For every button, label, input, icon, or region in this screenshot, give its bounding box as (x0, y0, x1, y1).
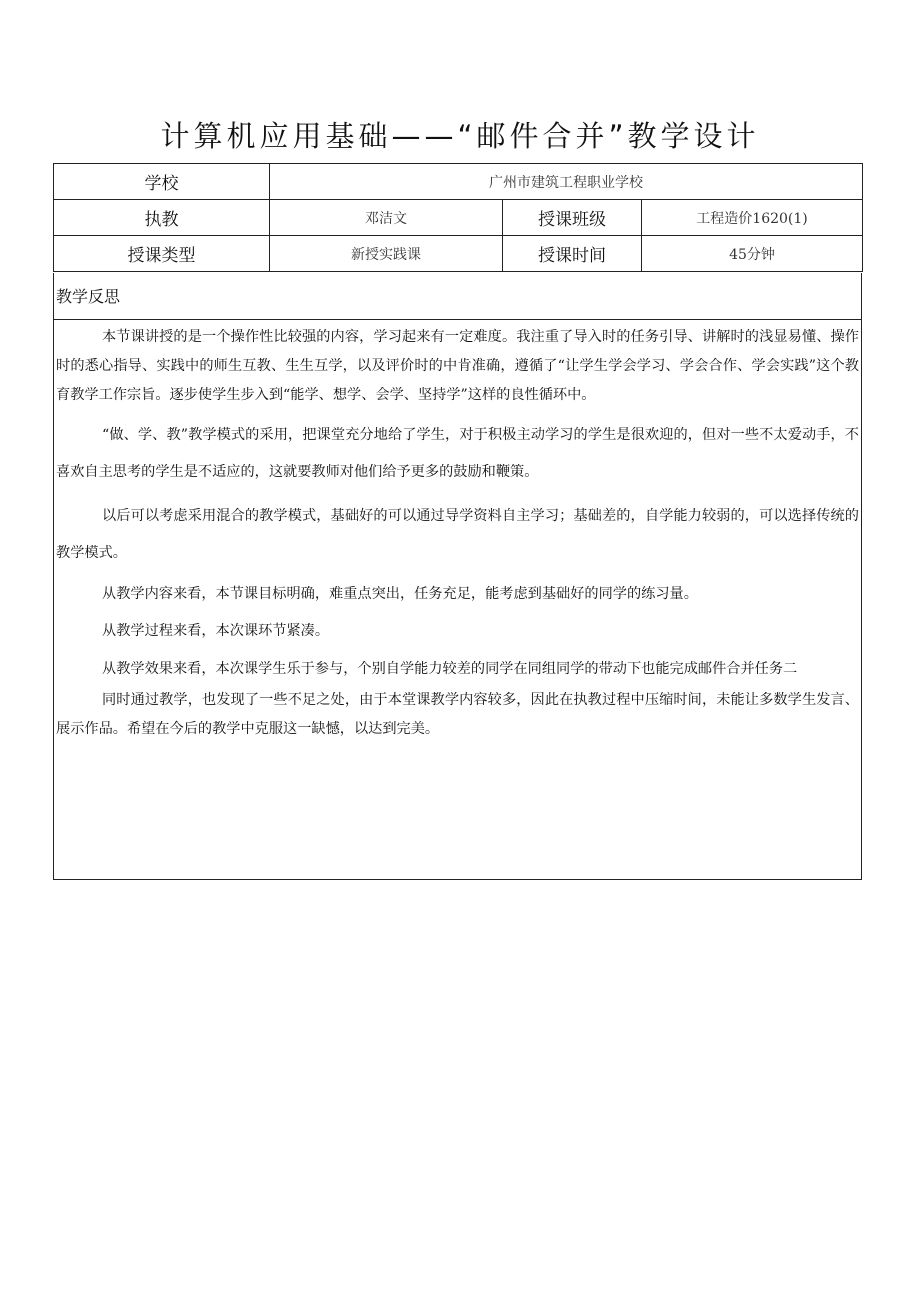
lesson-info-table (53, 163, 863, 272)
reflection-paragraph: 以后可以考虑采用混合的教学模式，基础好的可以通过导学资料自主学习；基础差的，自学能力较弱的，可以选择传统的教学模式。 (56, 508, 859, 561)
reflection-paragraph: “做、学、教”教学模式的采用，把课堂充分地给了学生，对于积极主动学习的学生是很欢迎的，但对一些不太爱动手，不喜欢自主思考的学生是不适应的，这就要教师对他们给予更多的鼓励和鞭策。 (56, 427, 859, 480)
document-title: 计算机应用基础——“邮件合并”教学设计 (160, 119, 760, 153)
reflection-paragraph: 从教学内容来看，本节课目标明确，难重点突出，任务充足，能考虑到基础好的同学的练习量。 (102, 586, 698, 602)
reflection-heading: 教学反思 (54, 273, 861, 320)
teacher-value: 邓洁文 (270, 200, 503, 236)
lesson-type-value: 新授实践课 (270, 236, 503, 272)
teacher-label: 执教 (54, 200, 270, 236)
reflection-paragraph: 本节课讲授的是一个操作性比较强的内容，学习起来有一定难度。我注重了导入时的任务引导、讲解时的浅显易懂、操作时的悉心指导、实践中的师生互教、生生互学，以及评价时的中肯准确，遵循了“让学生学会学习、学会合作、学会实践”这个教育教学工作宗旨。逐步使学生步入到“能学、想学、会学、坚持学”这样的良性循环中。 (56, 329, 859, 403)
lesson-type-label: 授课类型 (54, 236, 270, 272)
reflection-paragraph: 从教学过程来看，本次课环节紧凑。 (102, 623, 330, 639)
table-row (54, 236, 863, 272)
duration-value: 45分钟 (642, 236, 863, 272)
table-row (54, 200, 863, 236)
duration-label: 授课时间 (503, 236, 642, 272)
school-label: 学校 (54, 164, 270, 200)
reflection-body (54, 323, 861, 744)
reflection-section (53, 273, 862, 880)
reflection-paragraph: 同时通过教学，也发现了一些不足之处，由于本堂课教学内容较多，因此在执教过程中压缩时间，未能让多数学生发言、展示作品。希望在今后的教学中克服这一缺憾，以达到完美。 (56, 692, 859, 737)
class-value: 工程造价1620(1) (642, 200, 863, 236)
reflection-paragraph: 从教学效果来看，本次课学生乐于参与，个别自学能力较差的同学在同组同学的带动下也能完成邮件合并任务二 (102, 661, 798, 677)
school-value: 广州市建筑工程职业学校 (270, 164, 863, 200)
table-row (54, 164, 863, 200)
class-label: 授课班级 (503, 200, 642, 236)
